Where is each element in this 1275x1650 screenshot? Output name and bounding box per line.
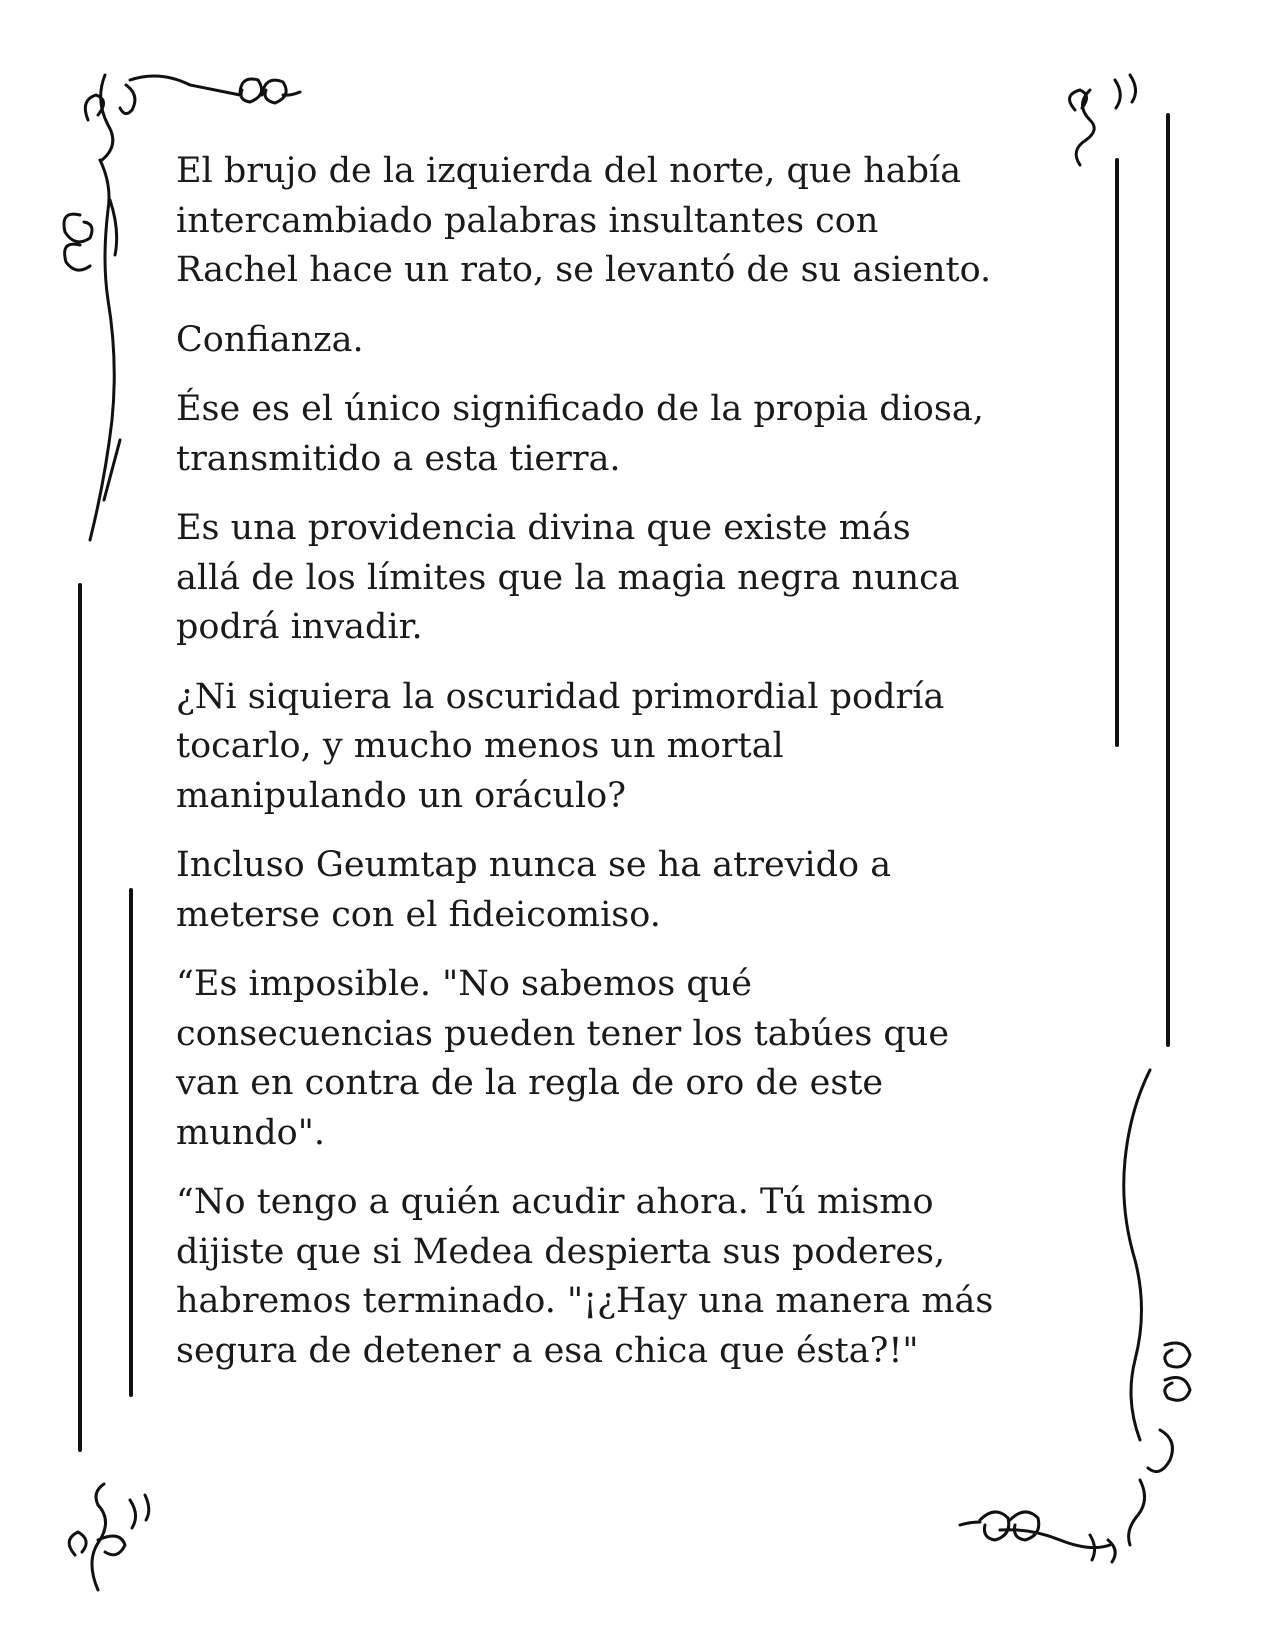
paragraph-4: Es una providencia divina que existe más allá de los límites que la magia negra nunca podrá invadir.: [176, 508, 960, 647]
paragraph-5: ¿Ni siquiera la oscuridad primordial podría tocarlo, y mucho menos un mortal manipulando un oráculo?: [176, 676, 945, 816]
body-text: [176, 147, 1076, 1396]
paragraph-6: Incluso Geumtap nunca se ha atrevido a meterse con el fideicomiso.: [176, 845, 892, 935]
flourish-top-right: [1070, 75, 1136, 165]
paragraph-8: “No tengo a quién acudir ahora. Tú mismo dijiste que si Medea despierta sus poderes, habremos terminado. "¡¿Hay una manera más segura de detener a esa chica que ésta?!": [176, 1182, 994, 1371]
paragraph-2: Confianza.: [176, 319, 364, 360]
flourish-bottom-left: [69, 1484, 149, 1590]
paragraph-7: “Es imposible. "No sabemos qué consecuencias pueden tener los tabúes que van en contra de la regla de oro de este mundo".: [176, 964, 950, 1153]
paragraph-1: El brujo de la izquierda del norte, que había intercambiado palabras insultantes con Rachel hace un rato, se levantó de su asiento.: [176, 151, 992, 290]
paragraph-3: Ése es el único significado de la propia diosa, transmitido a esta tierra.: [176, 389, 984, 479]
